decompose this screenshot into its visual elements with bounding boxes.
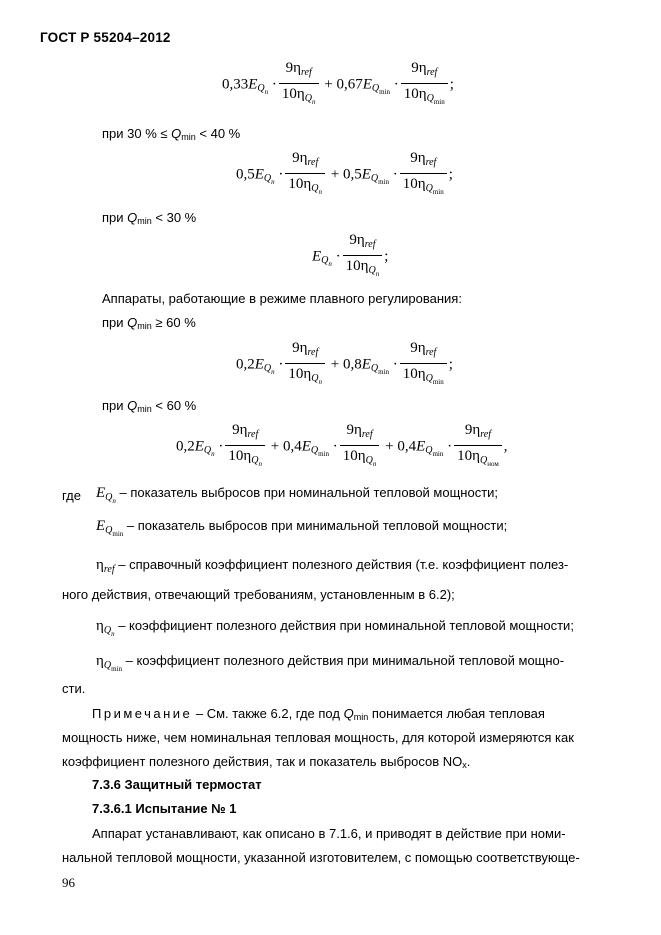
formula-1: $0,33E_{Q_n}$ · $\frac{9\eta_{ref}}{10\eta_{Q_n}}$ + $0,67E_{Q_{min}}$ · $\frac{9\eta_{ref}}{10\eta_{Q_{min}}}$ ; xyxy=(222,60,454,106)
note-line-3: коэффициент полезного действия, так и показатель выбросов NOx. xyxy=(62,754,471,770)
legend-e-qmin: $E_{Q_{min}}$ – показатель выбросов при минимальной тепловой мощности; xyxy=(96,518,508,538)
document-header: ГОСТ Р 55204–2012 xyxy=(40,30,171,45)
body-paragraph-line-2: нальной тепловой мощности, указанной изготовителем, с помощью соответствующе- xyxy=(62,850,580,865)
legend-eta-qmin: $\eta_{Q_{min}}$ – коэффициент полезного действия при минимальной тепловой мощно- xyxy=(96,653,565,673)
page-number: 96 xyxy=(62,875,75,890)
section-7-3-6: 7.3.6 Защитный термостат xyxy=(92,777,262,792)
condition-lt-30: при Qmin < 30 % xyxy=(102,210,197,226)
legend-where: где xyxy=(62,488,81,503)
condition-30-40: при 30 % ≤ Qmin < 40 % xyxy=(102,126,241,142)
legend-eta-qn: $\eta_{Q_n}$ – коэффициент полезного действия при номинальной тепловой мощности; xyxy=(96,618,574,638)
condition-ge-60: при Qmin ≥ 60 % xyxy=(102,315,196,331)
note-line-2: мощность ниже, чем номинальная тепловая мощность, для которой измеряются как xyxy=(62,730,574,745)
smooth-regulation-intro: Аппараты, работающие в режиме плавного регулирования: xyxy=(102,291,462,306)
section-7-3-6-1: 7.3.6.1 Испытание № 1 xyxy=(92,801,237,816)
condition-lt-60: при Qmin < 60 % xyxy=(102,398,197,414)
body-paragraph-line-1: Аппарат устанавливают, как описано в 7.1.6, и приводят в действие при номи- xyxy=(92,826,566,841)
legend-eta-qmin-cont: сти. xyxy=(62,681,86,696)
formula-4: $0,2E_{Q_n}$ · $\frac{9\eta_{ref}}{10\eta_{Q_n}}$ + $0,8E_{Q_{min}}$ · $\frac{9\eta_{ref}}{10\eta_{Q_{min}}}$ ; xyxy=(236,340,453,386)
formula-5: $0,2E_{Q_n}$ · $\frac{9\eta_{ref}}{10\eta_{Q_n}}$ + $0,4E_{Q_{min}}$ · $\frac{9\eta_{ref}}{10\eta_{Q_n}}$ + $0,4E_{Q_{min}}$ · $\frac{9\eta_{ref}}{10\eta_{Q_{ном}}}$ , xyxy=(176,422,508,468)
formula-2: $0,5E_{Q_n}$ · $\frac{9\eta_{ref}}{10\eta_{Q_n}}$ + $0,5E_{Q_{min}}$ · $\frac{9\eta_{ref}}{10\eta_{Q_{min}}}$ ; xyxy=(236,150,453,196)
legend-e-qn: $E_{Q_n}$ – показатель выбросов при номинальной тепловой мощности; xyxy=(96,485,499,505)
legend-eta-ref: $\eta_{ref}$ – справочный коэффициент полезного действия (т.е. коэффициент полез- xyxy=(96,557,569,575)
legend-eta-ref-cont: ного действия, отвечающий требованиям, установленным в 6.2); xyxy=(62,587,455,602)
note-line-1: Примечание – См. также 6.2, где под Qmin понимается любая тепловая xyxy=(92,706,545,722)
formula-3: $E_{Q_n}$ · $\frac{9\eta_{ref}}{10\eta_{Q_n}}$ ; xyxy=(312,232,389,278)
